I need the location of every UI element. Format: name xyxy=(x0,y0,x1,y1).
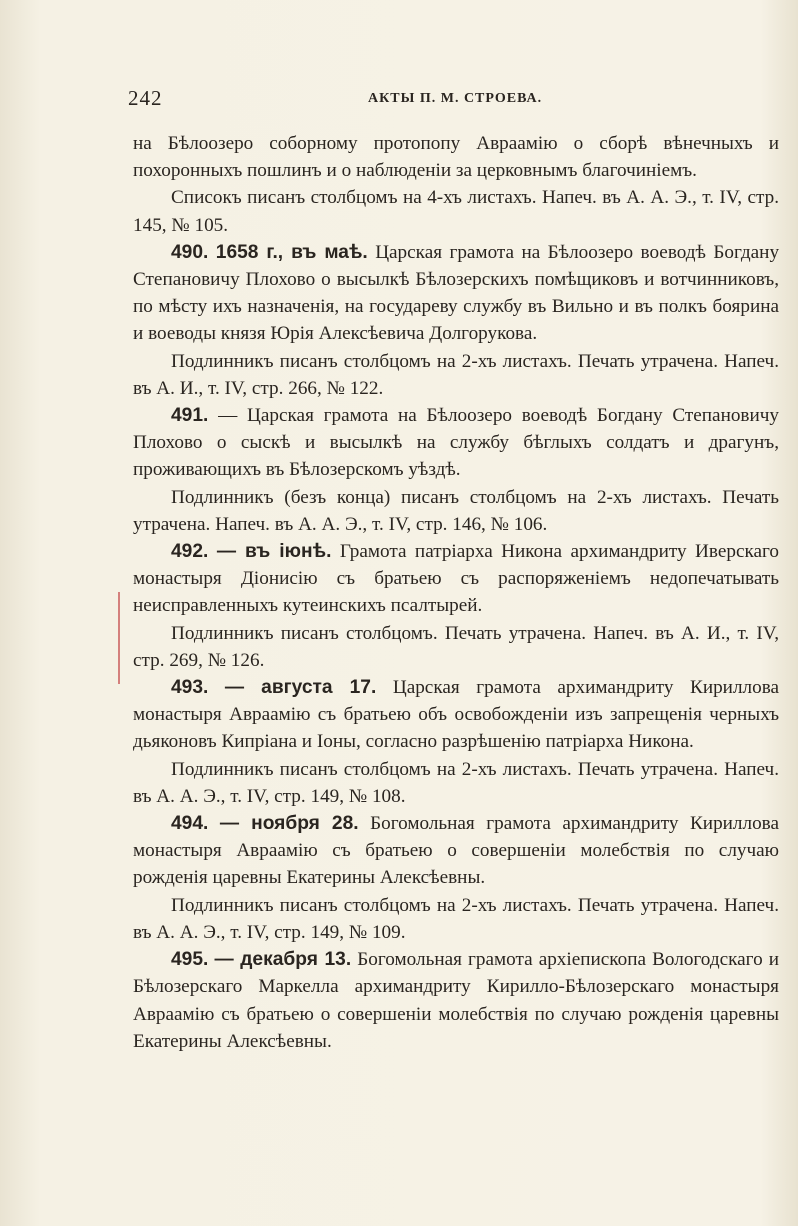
entry-number: 493. xyxy=(171,677,209,699)
entry-text: Царская грамота архимандриту Кириллова монастыря Авраамію съ братьею объ освобожденіи изъ запрещенія черныхъ дьяконовъ Кипріана и Іоны, согласно разрѣшенію патріарха Никона. xyxy=(133,677,780,753)
entry-note: Списокъ писанъ столбцомъ на 4-хъ листахъ. Напеч. въ А. А. Э., т. IV, стр. 145, № 105. xyxy=(133,187,779,236)
entry-text: Царская грамота на Бѣлоозеро воеводѣ Богдану Степановичу Плохово о высылкѣ Бѣлозерскихъ помѣщиковъ и вотчинниковъ, по мѣсту ихъ назначенія, на государеву службу въ Вильно и въ полкъ боярина и воеводы князя Юрія Алексѣевича Долгорукова. xyxy=(133,241,780,345)
entry-492 xyxy=(133,538,779,620)
entry-number: 494. xyxy=(171,813,209,835)
entry-date: — августа 17. xyxy=(224,677,377,699)
entry-number: 495. xyxy=(171,949,209,971)
entry-date: 1658 г., въ маѣ. xyxy=(215,241,368,263)
entry-number: 491. xyxy=(171,405,209,427)
entry-date: — въ іюнѣ. xyxy=(216,541,332,563)
body-text xyxy=(133,130,779,1055)
page-header xyxy=(128,86,768,114)
margin-pencil-mark xyxy=(118,592,120,684)
entry-494 xyxy=(133,810,779,892)
page-number: 242 xyxy=(128,86,163,110)
entry-493 xyxy=(133,674,779,756)
entry-text: Царская грамота на Бѣлоозеро воеводѣ Богдану Степановичу Плохово о сыскѣ и высылкѣ на службу бѣглыхъ солдатъ и драгунъ, проживающихъ въ Бѣлозерскомъ уѣздѣ. xyxy=(133,405,779,481)
entry-number: 490. xyxy=(171,241,209,263)
entry-491 xyxy=(133,402,779,484)
entry-note: Подлинникъ писанъ столбцомъ. Печать утрачена. Напеч. въ А. И., т. IV, стр. 269, № 126. xyxy=(133,622,779,671)
entry-date: — декабря 13. xyxy=(214,949,352,971)
entry-note: Подлинникъ писанъ столбцомъ на 2-хъ листахъ. Печать утрачена. Напеч. въ А. А. Э., т. IV, стр. 149, № 109. xyxy=(133,894,779,943)
entry-number: 492. xyxy=(171,541,209,563)
entry-text: Богомольная грамота архимандриту Кириллова монастыря Авраамію съ братьею о совершеніи молебствія по случаю рожденія царевны Екатерины Алексѣевны. xyxy=(133,813,779,889)
entry-text: Богомольная грамота архіепископа Вологодскаго и Бѣлозерскаго Маркелла архимандриту Кирилло-Бѣлозерскаго монастыря Авраамію съ братьею о совершеніи молебствія по случаю рожденія царевны Екатерины Алексѣевны. xyxy=(133,949,780,1052)
entry-text: Грамота патріарха Никона архимандриту Иверскаго монастыря Діонисію съ братьею съ распоряженіемъ недопечатывать неисправленныхъ кутеинскихъ псалтырей. xyxy=(133,541,780,617)
entry-490 xyxy=(133,239,779,348)
entry-date: — ноября 28. xyxy=(219,813,359,835)
entry-note: Подлинникъ (безъ конца) писанъ столбцомъ на 2-хъ листахъ. Печать утрачена. Напеч. въ А. А. Э., т. IV, стр. 146, № 106. xyxy=(133,486,779,535)
entry-note: Подлинникъ писанъ столбцомъ на 2-хъ листахъ. Печать утрачена. Напеч. въ А. И., т. IV, стр. 266, № 122. xyxy=(133,350,779,399)
entry-note: Подлинникъ писанъ столбцомъ на 2-хъ листахъ. Печать утрачена. Напеч. въ А. А. Э., т. IV, стр. 149, № 108. xyxy=(133,758,779,807)
entry-text: на Бѣлоозеро соборному протопопу Авраамію о сборѣ вѣнечныхъ и похоронныхъ пошлинъ и о наблюденіи за церковнымъ благочиніемъ. xyxy=(133,133,779,182)
entry-495 xyxy=(133,946,779,1055)
running-title: АКТЫ П. М. СТРОЕВА. xyxy=(368,91,543,106)
entry-date: — xyxy=(218,405,238,427)
